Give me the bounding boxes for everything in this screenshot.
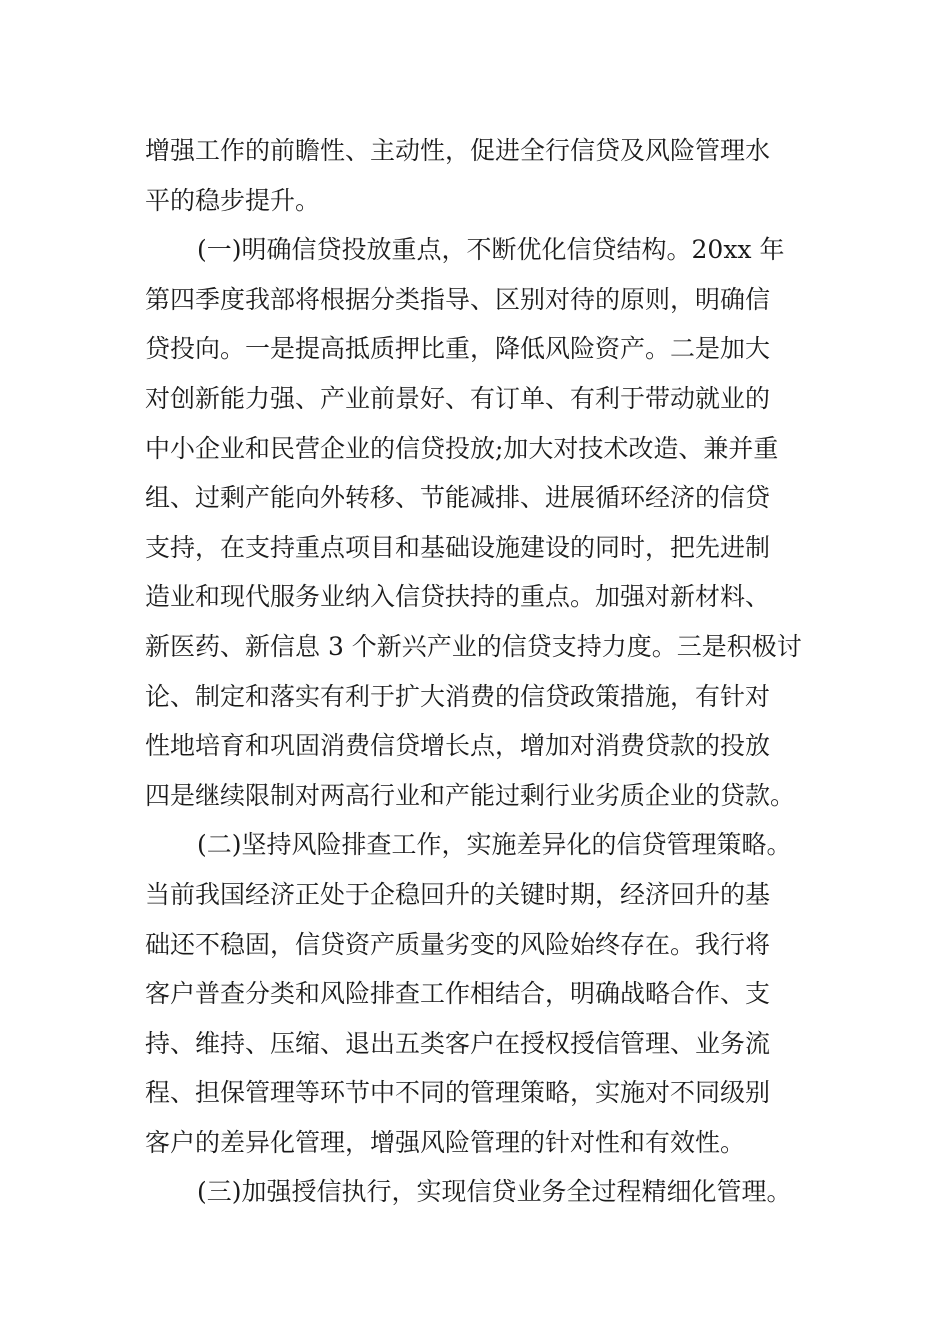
text-line: 性地培育和巩固消费信贷增长点，增加对消费贷款的投放 [145,731,771,761]
text-line: 支持，在支持重点项目和基础设施建设的同时，把先进制 [145,532,771,562]
body-text [145,126,845,1217]
text-line: 论、制定和落实有利于扩大消费的信贷政策措施，有针对 [145,681,771,711]
text-line: 新医药、新信息 3 个新兴产业的信贷支持力度。三是积极讨 [145,631,802,661]
text-line: 客户普查分类和风险排查工作相结合，明确战略合作、支 [145,979,771,1009]
text-line: 中小企业和民营企业的信贷投放;加大对技术改造、兼并重 [145,433,779,463]
text-line: 平的稳步提升。 [145,185,321,215]
text-line: 增强工作的前瞻性、主动性，促进全行信贷及风险管理水 [145,136,771,165]
text-line: 当前我国经济正处于企稳回升的关键时期，经济回升的基 [145,879,771,909]
text-line: (二)坚持风险排查工作，实施差异化的信贷管理策略。 [197,830,792,860]
text-line: (一)明确信贷投放重点，不断优化信贷结构。20xx 年 [197,235,785,265]
text-line: 四是继续限制对两高行业和产能过剩行业劣质企业的贷款。 [145,780,796,810]
text-line: (三)加强授信执行，实现信贷业务全过程精细化管理。 [197,1177,792,1207]
text-line: 贷投向。一是提高抵质押比重，降低风险资产。二是加大 [145,334,771,364]
text-line: 持、维持、压缩、退出五类客户在授权授信管理、业务流 [145,1028,771,1058]
text-line: 客户的差异化管理，增强风险管理的针对性和有效性。 [145,1127,746,1157]
text-line: 第四季度我部将根据分类指导、区别对待的原则，明确信 [145,284,771,314]
text-line: 程、担保管理等环节中不同的管理策略，实施对不同级别 [145,1078,771,1108]
text-line: 础还不稳固，信贷资产质量劣变的风险始终存在。我行将 [145,929,771,959]
text-line: 组、过剩产能向外转移、节能减排、进展循环经济的信贷 [145,483,771,513]
text-line: 造业和现代服务业纳入信贷扶持的重点。加强对新材料、 [145,582,771,612]
text-line: 对创新能力强、产业前景好、有订单、有利于带动就业的 [145,383,771,413]
